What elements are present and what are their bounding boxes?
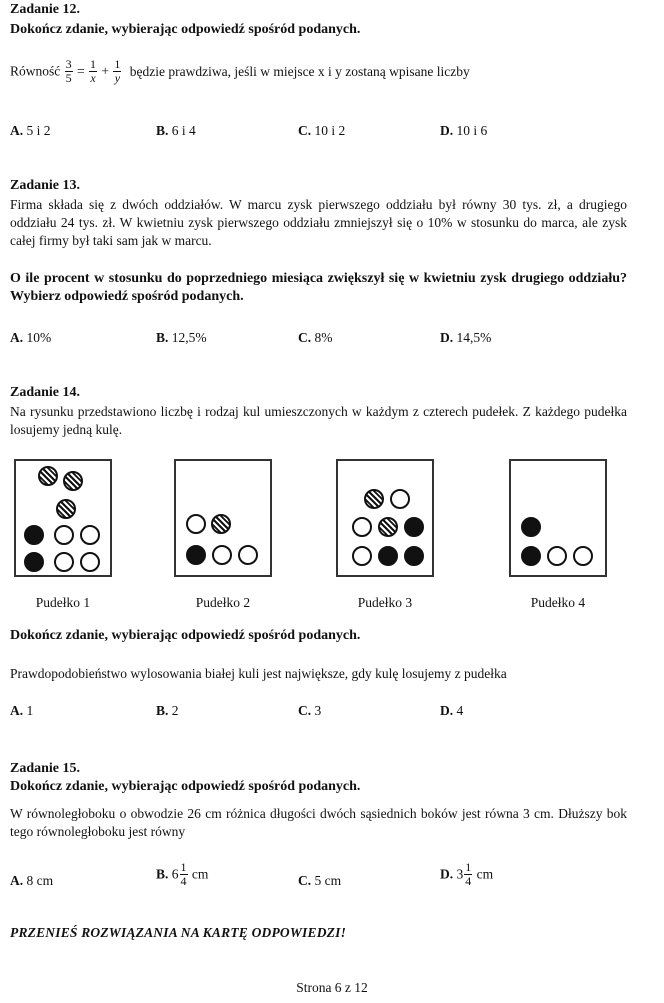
- ball-striped: [63, 471, 83, 491]
- ball-white: [80, 552, 100, 572]
- task-13-title: Zadanie 13.: [10, 178, 81, 193]
- box-1: [14, 459, 112, 577]
- ball-black: [404, 517, 424, 537]
- ball-white: [547, 546, 567, 566]
- transfer-answers-warning: PRZENIEŚ ROZWIĄZANIA NA KARTĘ ODPOWIEDZI!: [10, 925, 347, 940]
- task-12-instruction: Dokończ zdanie, wybierając odpowiedź spośród podanych.: [10, 22, 361, 37]
- ball-striped: [211, 514, 231, 534]
- ball-black: [378, 546, 398, 566]
- ball-white: [54, 552, 74, 572]
- task-12-option-b[interactable]: B. 6 i 4: [156, 123, 196, 138]
- equals-sign: =: [77, 63, 85, 79]
- task-12-option-c[interactable]: C. 10 i 2: [298, 123, 346, 138]
- ball-white: [573, 546, 593, 566]
- ball-striped: [38, 466, 58, 486]
- task-15-option-c[interactable]: C. 5 cm: [298, 873, 342, 888]
- task-12-title: Zadanie 12.: [10, 2, 81, 17]
- ball-white: [352, 546, 372, 566]
- fraction-1-y: $\frac{1}{y}$: [114, 57, 121, 85]
- ball-black: [521, 546, 541, 566]
- task-15-title: Zadanie 15.: [10, 761, 81, 776]
- ball-black: [24, 552, 44, 572]
- task-13-option-b[interactable]: B. 12,5%: [156, 330, 207, 345]
- fraction-1-x: $\frac{1}{x}$: [90, 57, 96, 85]
- box-3: [336, 459, 434, 577]
- task-12-option-a[interactable]: A. 5 i 2: [10, 123, 51, 138]
- ball-white: [238, 545, 258, 565]
- task-13-text: Firma składa się z dwóch oddziałów. W marcu zysk pierwszego oddziału był równy 30 tys. zł, a drugiego oddziału 24 tys. zł. W kwietniu zysk pierwszego oddziału zmniejszył się o 10% w stosunku do marca, ale zysk całej firmy był taki sam jak w marcu.: [10, 197, 627, 248]
- ball-striped: [56, 499, 76, 519]
- ball-white: [390, 489, 410, 509]
- ball-black: [404, 546, 424, 566]
- task-15-option-a[interactable]: A. 8 cm: [10, 873, 54, 888]
- fraction-1-4: $\frac{1}{4}$: [465, 860, 472, 888]
- task-15-text: W równoległoboku o obwodzie 26 cm różnica długości dwóch sąsiednich boków jest równa 3 cm. Dłuższy bok tego równoległoboku jest równy: [10, 806, 627, 839]
- box-2: [174, 459, 272, 577]
- box-4-label: Pudełko 4: [530, 595, 586, 610]
- ball-white: [352, 517, 372, 537]
- task-14-option-d[interactable]: D. 4: [440, 703, 464, 718]
- task-13-option-a[interactable]: A. 10%: [10, 330, 52, 345]
- plus-sign: +: [101, 63, 109, 79]
- task-13-option-d[interactable]: D. 14,5%: [440, 330, 492, 345]
- task-14-text: Na rysunku przedstawiono liczbę i rodzaj kul umieszczonych w każdym z czterech pudełek. Z każdego pudełka losujemy jedną kulę.: [10, 404, 627, 437]
- ball-black: [24, 525, 44, 545]
- equation-suffix: będzie prawdziwa, jeśli w miejsce x i y zostaną wpisane liczby: [129, 63, 470, 79]
- page-number: Strona 6 z 12: [296, 980, 368, 995]
- ball-white: [80, 525, 100, 545]
- task-14-option-a[interactable]: A. 1: [10, 703, 34, 718]
- equation-prefix: Równość: [10, 63, 61, 79]
- ball-black: [521, 517, 541, 537]
- box-2-label: Pudełko 2: [195, 595, 251, 610]
- box-1-label: Pudełko 1: [35, 595, 91, 610]
- task-12-option-d[interactable]: D. 10 i 6: [440, 123, 488, 138]
- task-14-instruction: Dokończ zdanie, wybierając odpowiedź spośród podanych.: [10, 628, 361, 643]
- task-15-instruction: Dokończ zdanie, wybierając odpowiedź spośród podanych.: [10, 779, 361, 794]
- task-14-title: Zadanie 14.: [10, 385, 81, 400]
- task-15-option-d[interactable]: D. 3 $\frac{1}{4}$ cm: [440, 860, 494, 888]
- task-13-option-c[interactable]: C. 8%: [298, 330, 333, 345]
- fraction-3-5: $\frac{3}{5}$: [65, 57, 72, 85]
- task-13-question: O ile procent w stosunku do poprzedniego miesiąca zwiększył się w kwietniu zysk drugiego oddziału? Wybierz odpowiedź spośród podanych.: [10, 271, 627, 304]
- task-14-statement: Prawdopodobieństwo wylosowania białej kuli jest największe, gdy kulę losujemy z pudełka: [10, 666, 507, 681]
- ball-white: [54, 525, 74, 545]
- ball-black: [186, 545, 206, 565]
- task-14-option-b[interactable]: B. 2: [156, 703, 179, 718]
- box-4: [509, 459, 607, 577]
- box-3-label: Pudełko 3: [357, 595, 413, 610]
- ball-white: [186, 514, 206, 534]
- task-12-equation: [10, 58, 470, 85]
- task-15-option-b[interactable]: B. 6 $\frac{1}{4}$ cm: [156, 860, 209, 888]
- task-14-option-c[interactable]: C. 3: [298, 703, 322, 718]
- ball-striped: [378, 517, 398, 537]
- ball-white: [212, 545, 232, 565]
- fraction-1-4: $\frac{1}{4}$: [180, 860, 187, 888]
- ball-striped: [364, 489, 384, 509]
